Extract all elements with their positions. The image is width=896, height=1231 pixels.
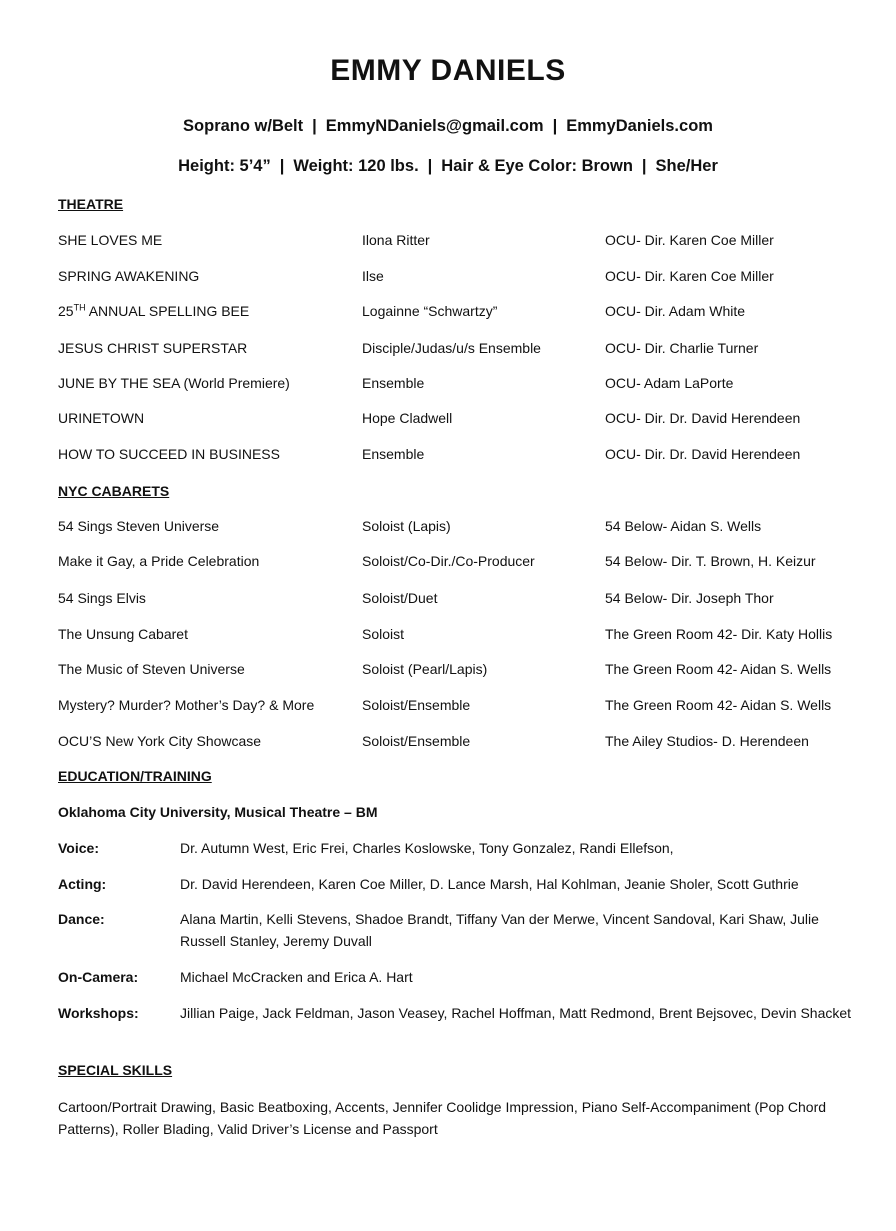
skills-heading: SPECIAL SKILLS — [58, 1062, 173, 1078]
credit-row — [0, 697, 896, 717]
credit-company: The Green Room 42- Dir. Katy Hollis — [605, 626, 833, 642]
credit-row — [0, 733, 896, 753]
credit-role: Soloist — [362, 626, 405, 642]
credit-show: Make it Gay, a Pride Celebration — [58, 553, 260, 569]
school-degree: Oklahoma City University, Musical Theatre – BM — [58, 804, 378, 820]
credit-role: Soloist (Lapis) — [362, 518, 451, 534]
credit-role: Soloist/Duet — [362, 590, 438, 606]
credit-row — [0, 446, 896, 466]
credit-show: Mystery? Murder? Mother’s Day? & More — [58, 697, 315, 713]
credit-show: 54 Sings Elvis — [58, 590, 146, 606]
separator: | — [312, 117, 317, 135]
credit-company: 54 Below- Dir. Joseph Thor — [605, 590, 774, 606]
credit-show — [58, 303, 249, 319]
credit-company: 54 Below- Dir. T. Brown, H. Keizur — [605, 553, 816, 569]
credit-row — [0, 590, 896, 610]
show-number: 25 — [58, 303, 74, 319]
credit-row — [0, 661, 896, 681]
credit-show: JUNE BY THE SEA (World Premiere) — [58, 375, 290, 391]
separator: | — [552, 117, 558, 135]
credit-row — [0, 340, 896, 360]
training-label-workshops: Workshops: — [58, 1005, 139, 1021]
training-on-camera: Michael McCracken and Erica A. Hart — [180, 969, 413, 985]
credit-show: OCU’S New York City Showcase — [58, 733, 262, 749]
credit-company: OCU- Dir. Charlie Turner — [605, 340, 759, 356]
credit-role: Ilse — [362, 268, 384, 284]
stats-line — [0, 157, 896, 176]
credit-role: Soloist (Pearl/Lapis) — [362, 661, 488, 677]
email-link[interactable]: EmmyNDaniels@gmail.com — [325, 117, 544, 135]
training-label-voice: Voice: — [58, 840, 99, 856]
training-label-acting: Acting: — [58, 876, 107, 892]
credit-company: OCU- Dir. Karen Coe Miller — [605, 232, 774, 248]
credit-role: Ilona Ritter — [362, 232, 430, 248]
credit-show: 54 Sings Steven Universe — [58, 518, 220, 534]
cabarets-heading: NYC CABARETS — [58, 483, 170, 499]
voice-type: Soprano w/Belt — [183, 117, 304, 135]
credit-role: Soloist/Ensemble — [362, 733, 471, 749]
ordinal-suffix: TH — [73, 302, 86, 313]
training-acting: Dr. David Herendeen, Karen Coe Miller, D. Lance Marsh, Hal Kohlman, Jeanie Sholer, Scott Guthrie — [180, 876, 799, 892]
show-title-rest: ANNUAL SPELLING BEE — [85, 303, 250, 319]
credit-row — [0, 268, 896, 288]
special-skills-text: Cartoon/Portrait Drawing, Basic Beatboxing, Accents, Jennifer Coolidge Impression, Piano Self-Accompaniment (Pop Chord Patterns), Roller Blading, Valid Driver’s License and Passport — [58, 1099, 827, 1137]
credit-company: OCU- Adam LaPorte — [605, 375, 734, 391]
credit-company: OCU- Dir. Karen Coe Miller — [605, 268, 774, 284]
credit-role: Soloist/Ensemble — [362, 697, 471, 713]
credit-row — [0, 375, 896, 395]
training-label-dance: Dance: — [58, 911, 105, 927]
education-heading: EDUCATION/TRAINING — [58, 768, 212, 784]
credit-show: SPRING AWAKENING — [58, 268, 200, 284]
hair-eye-color: Hair & Eye Color: Brown — [441, 157, 633, 175]
contact-line — [0, 117, 896, 136]
credit-row — [0, 232, 896, 252]
theatre-heading: THEATRE — [58, 196, 124, 212]
credit-role: Soloist/Co-Dir./Co-Producer — [362, 553, 535, 569]
credit-role: Ensemble — [362, 446, 425, 462]
credit-role: Disciple/Judas/u/s Ensemble — [362, 340, 541, 356]
credit-row — [0, 626, 896, 646]
performer-name: EMMY DANIELS — [330, 54, 566, 87]
credit-company: The Ailey Studios- D. Herendeen — [605, 733, 809, 749]
credit-company: OCU- Dir. Dr. David Herendeen — [605, 410, 801, 426]
height: Height: 5’4” — [178, 157, 271, 175]
credit-company: The Green Room 42- Aidan S. Wells — [605, 697, 832, 713]
credit-row — [0, 518, 896, 538]
credit-show: JESUS CHRIST SUPERSTAR — [58, 340, 248, 356]
credit-show: The Music of Steven Universe — [58, 661, 245, 677]
credit-row — [0, 303, 896, 323]
training-dance: Alana Martin, Kelli Stevens, Shadoe Brandt, Tiffany Van der Merwe, Vincent Sandoval, Kari Shaw, Julie Russell Stanley, Jeremy Duvall — [180, 911, 819, 949]
pronouns: She/Her — [655, 157, 718, 175]
credit-row — [0, 410, 896, 430]
credit-show: The Unsung Cabaret — [58, 626, 188, 642]
credit-show: URINETOWN — [58, 410, 145, 426]
credit-company: 54 Below- Aidan S. Wells — [605, 518, 762, 534]
credit-show: HOW TO SUCCEED IN BUSINESS — [58, 446, 280, 462]
website-link[interactable]: EmmyDaniels.com — [566, 117, 713, 135]
credit-role: Hope Cladwell — [362, 410, 453, 426]
credit-company: OCU- Dir. Dr. David Herendeen — [605, 446, 801, 462]
credit-role: Ensemble — [362, 375, 425, 391]
credit-company: OCU- Dir. Adam White — [605, 303, 746, 319]
separator: | — [427, 157, 433, 175]
credit-role: Logainne “Schwartzy” — [362, 303, 498, 319]
credit-company: The Green Room 42- Aidan S. Wells — [605, 661, 832, 677]
separator: | — [279, 157, 285, 175]
credit-show: SHE LOVES ME — [58, 232, 163, 248]
training-label-on-camera: On-Camera: — [58, 969, 139, 985]
training-workshops: Jillian Paige, Jack Feldman, Jason Veasey, Rachel Hoffman, Matt Redmond, Brent Bejsovec, Devin Shacket — [180, 1005, 852, 1021]
weight: Weight: 120 lbs. — [293, 157, 419, 175]
credit-row — [0, 553, 896, 573]
training-voice: Dr. Autumn West, Eric Frei, Charles Koslowske, Tony Gonzalez, Randi Ellefson, — [180, 840, 674, 856]
separator: | — [641, 157, 647, 175]
